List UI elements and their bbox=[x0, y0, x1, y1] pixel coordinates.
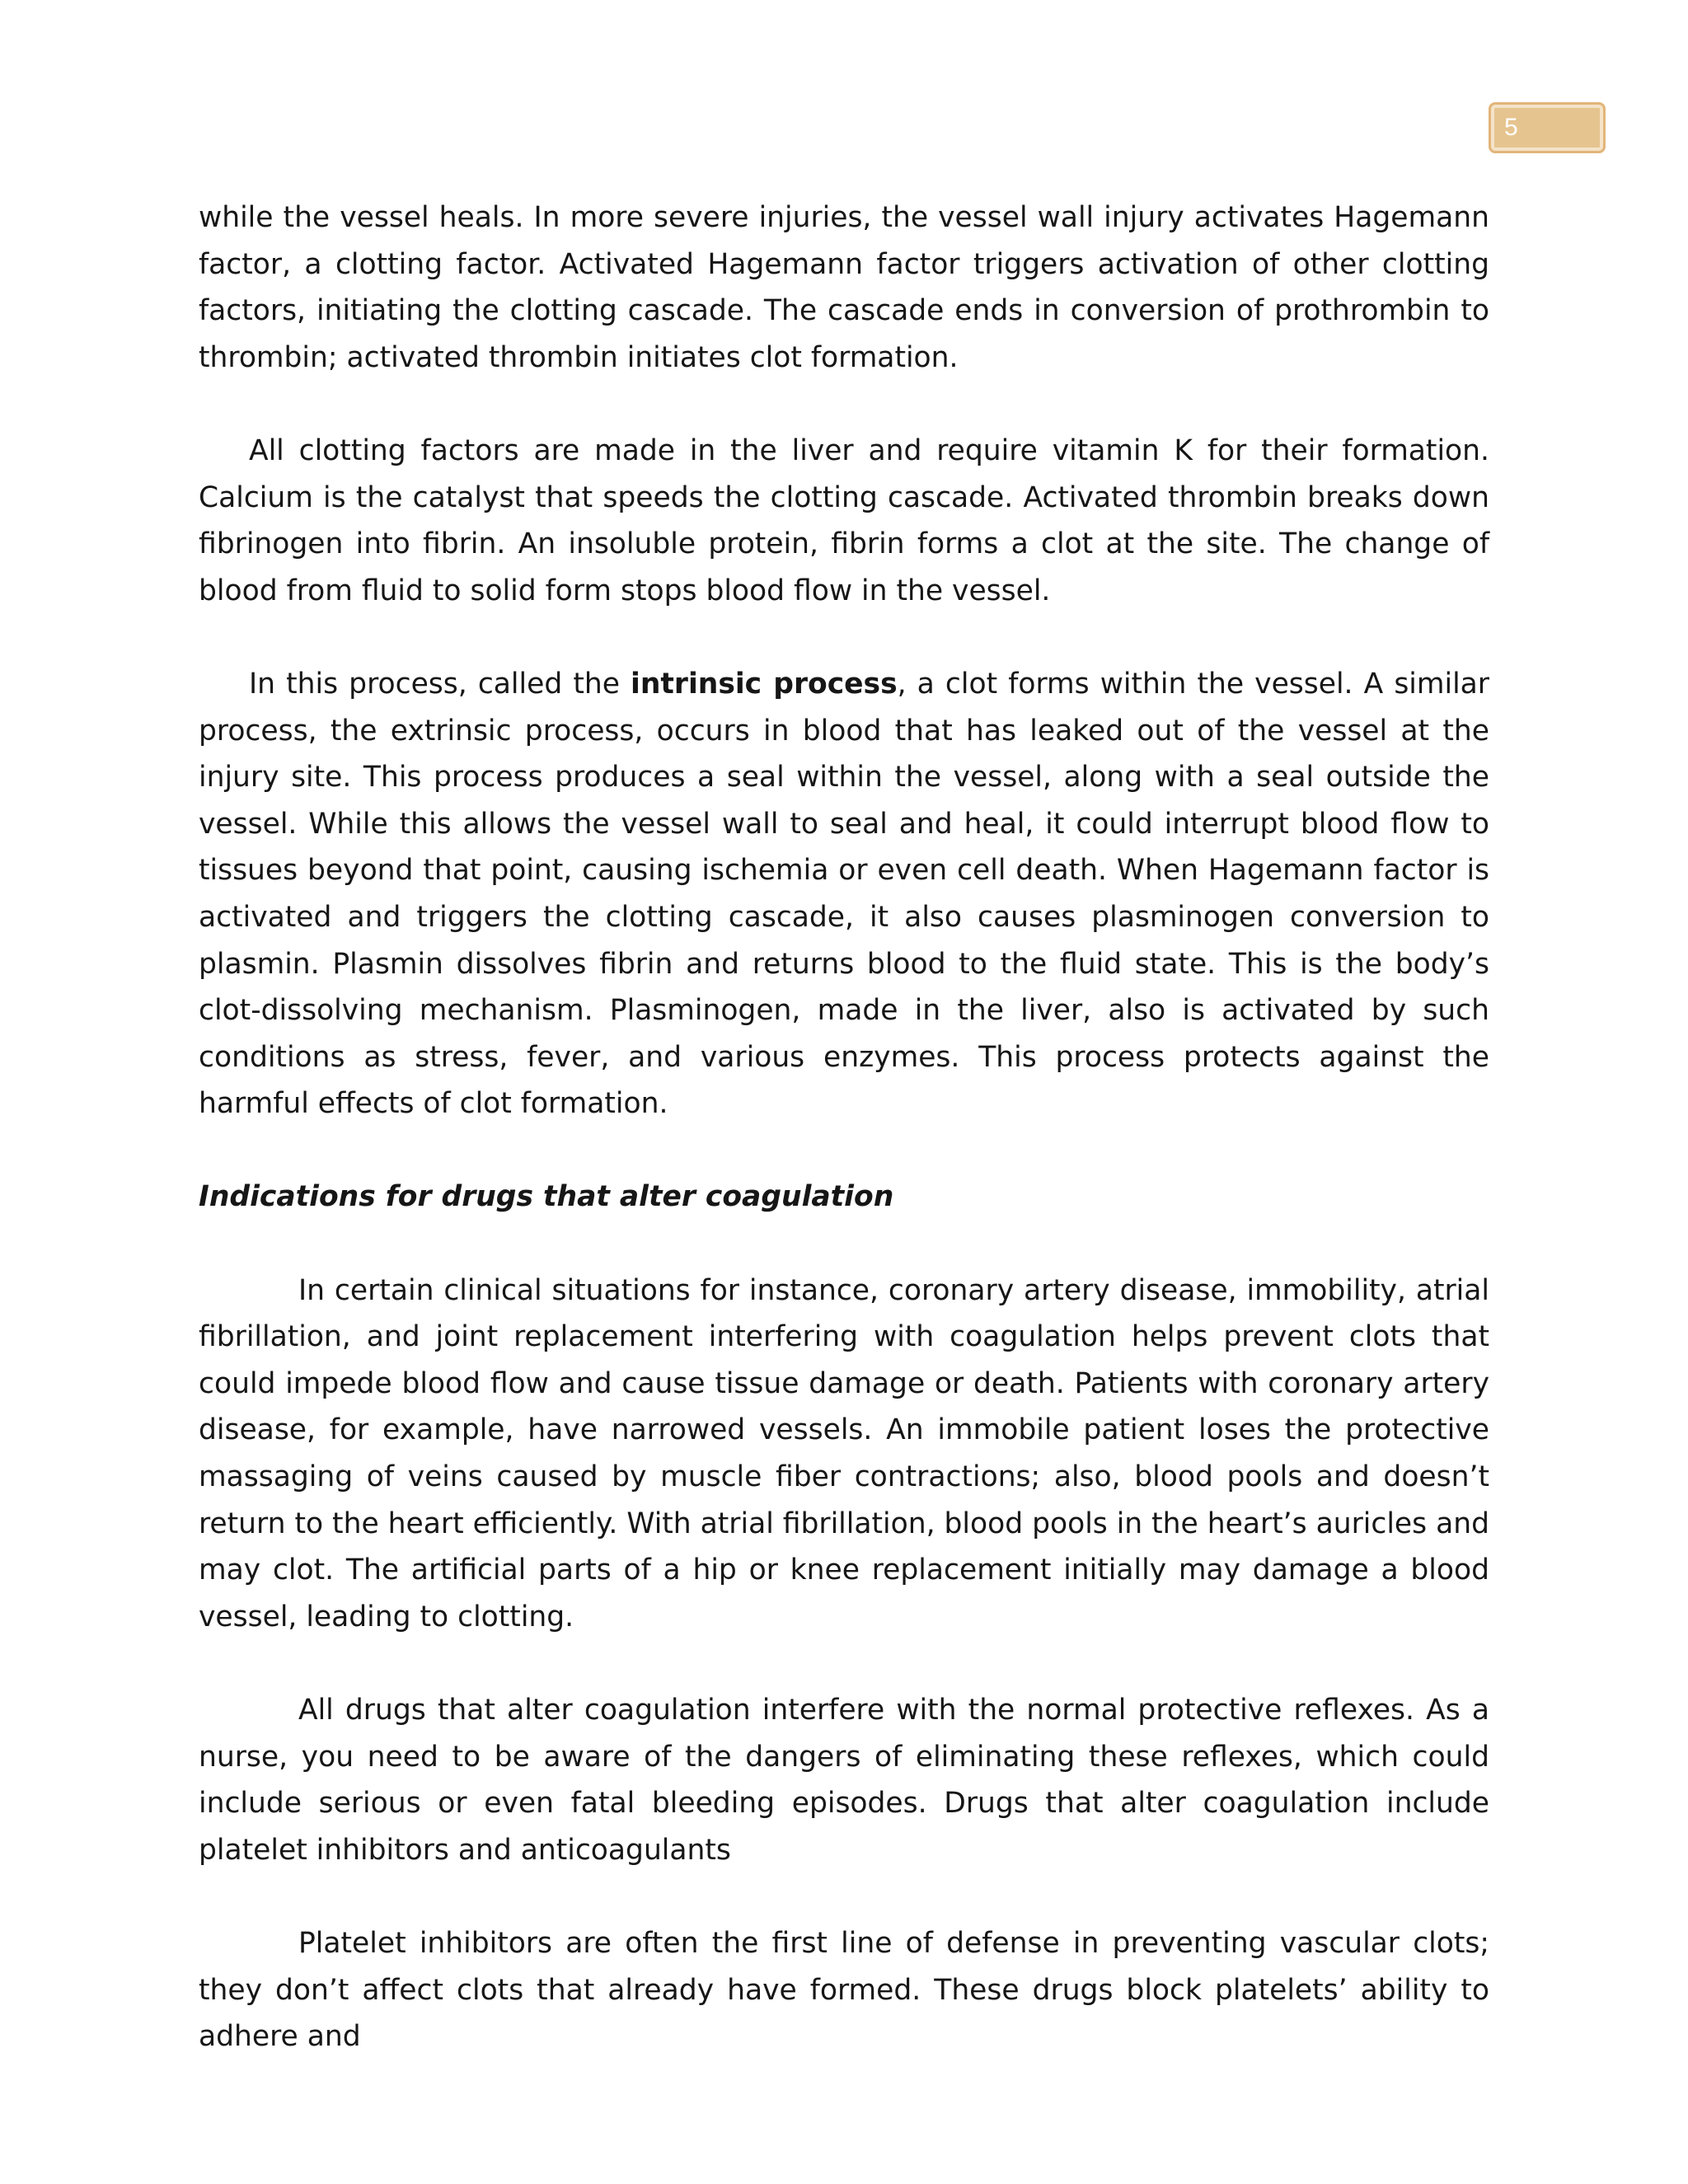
section-heading: Indications for drugs that alter coagulation bbox=[199, 1180, 894, 1214]
intrinsic-intro-text: In this process, called the bbox=[249, 667, 631, 701]
paragraph-platelet-inhibitors: Platelet inhibitors are often the first line of defense in preventing vascular clots; they don’t affect clots that already have formed. These drugs block platelets’ ability to adhere and bbox=[199, 1926, 1489, 2054]
paragraph-clotting-factors: All clotting factors are made in the liver and require vitamin K for their formation. Calcium is the catalyst that speeds the clotting cascade. Activated thrombin breaks down fibrinogen into fibrin. An insoluble protein, fibrin forms a clot at the site. The change of blood from fluid to solid form stops blood flow in the vessel. bbox=[199, 434, 1489, 607]
paragraph-clotting-cascade: while the vessel heals. In more severe injuries, the vessel wall injury activates Hagemann factor, a clotting factor. Activated Hagemann factor triggers activation of other clotting factors, initiating the clotting cascade. The cascade ends in conversion of prothrombin to thrombin; activated thrombin initiates clot formation. bbox=[199, 201, 1489, 374]
paragraph-protective-reflexes: All drugs that alter coagulation interfere with the normal protective reflexes. As a nurse, you need to be aware of the dangers of eliminating these reflexes, which could include serious or even fatal bleeding episodes. Drugs that alter coagulation include platelet inhibitors and anticoagulants bbox=[199, 1694, 1489, 1867]
intrinsic-rest-text: , a clot forms within the vessel. A similar process, the extrinsic process, occurs in blood that has leaked out of the vessel at the injury site. This process produces a seal within the vessel, along with a seal outside the vessel. While this allows the vessel wall to seal and heal, it could interrupt blood flow to tissues beyond that point, causing ischemia or even cell death. When Hagemann factor is activated and triggers the clotting cascade, it also causes plasminogen conversion to plasmin. Plasmin dissolves fibrin and returns blood to the fluid state. This is the body’s clot-dissolving mechanism. Plasminogen, made in the liver, also is activated by such conditions as stress, fever, and various enzymes. This process protects against the harmful effects of clot formation. bbox=[199, 667, 1489, 1121]
document-body bbox=[199, 194, 1489, 2060]
paragraph-intrinsic-process bbox=[199, 661, 1489, 1127]
page-number-badge: 5 bbox=[1489, 102, 1606, 153]
intrinsic-process-term: intrinsic process bbox=[631, 667, 898, 701]
paragraph-clinical-situations: In certain clinical situations for instance, coronary artery disease, immobility, atrial fibrillation, and joint replacement interfering with coagulation helps prevent clots that could impede blood flow and cause tissue damage or death. Patients with coronary artery disease, for example, have narrowed vessels. An immobile patient loses the protective massaging of veins caused by muscle fiber contractions; also, blood pools and doesn’t return to the heart efficiently. With atrial fibrillation, blood pools in the heart’s auricles and may clot. The artificial parts of a hip or knee replacement initially may damage a blood vessel, leading to clotting. bbox=[199, 1273, 1489, 1633]
